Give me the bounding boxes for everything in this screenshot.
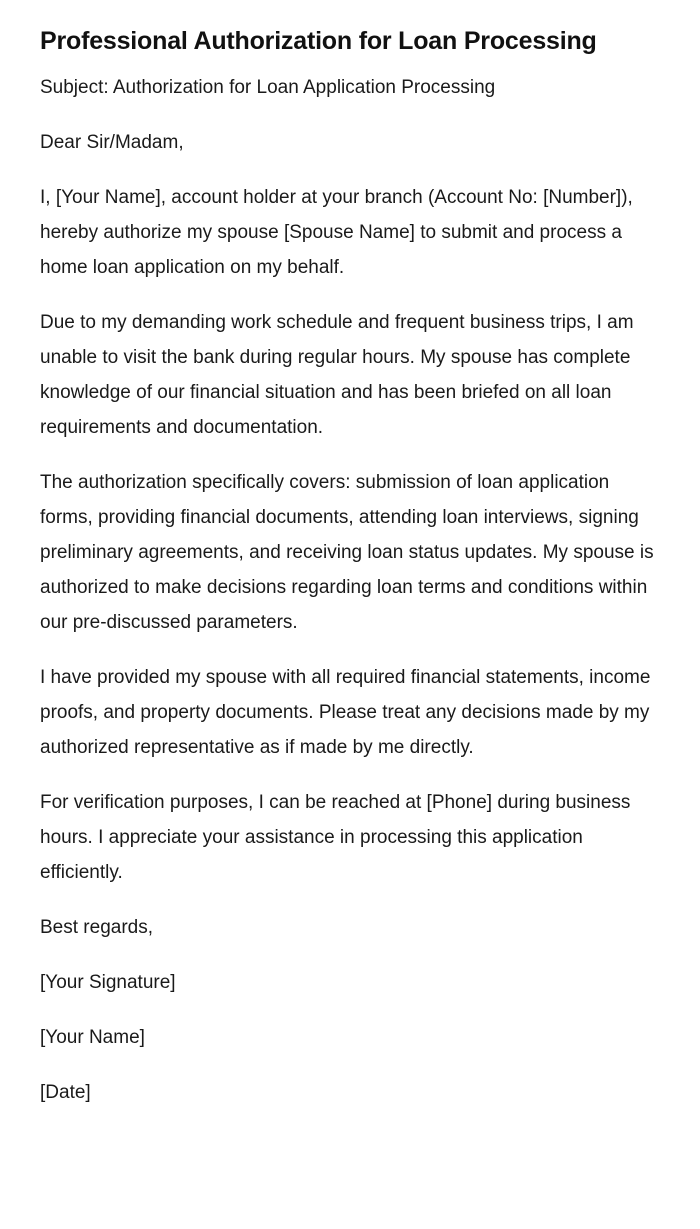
- paragraph-verification: For verification purposes, I can be reached at [Phone] during business hours. I appreciate your assistance in processing this application efficiently.: [40, 792, 631, 883]
- paragraph-documents: I have provided my spouse with all required financial statements, income proofs, and property documents. Please treat any decisions made by my authorized representative as if made by me directly.: [40, 667, 651, 758]
- salutation: Dear Sir/Madam,: [40, 132, 184, 153]
- paragraph-reason: Due to my demanding work schedule and frequent business trips, I am unable to visit the bank during regular hours. My spouse has complete knowledge of our financial situation and has been briefed on all loan requirements and documentation.: [40, 312, 634, 438]
- paragraph-scope: The authorization specifically covers: submission of loan application forms, providing financial documents, attending loan interviews, signing preliminary agreements, and receiving loan status updates. My spouse is authorized to make decisions regarding loan terms and conditions within our pre-discussed parameters.: [40, 472, 654, 633]
- date-placeholder: [Date]: [40, 1082, 91, 1103]
- page-title: Professional Authorization for Loan Processing: [40, 27, 597, 55]
- name-placeholder: [Your Name]: [40, 1027, 145, 1048]
- paragraph-authorization: I, [Your Name], account holder at your branch (Account No: [Number]), hereby authorize my spouse [Spouse Name] to submit and process a home loan application on my behalf.: [40, 187, 633, 278]
- signature-placeholder: [Your Signature]: [40, 972, 176, 993]
- subject-line: Subject: Authorization for Loan Application Processing: [40, 77, 496, 98]
- closing: Best regards,: [40, 917, 153, 938]
